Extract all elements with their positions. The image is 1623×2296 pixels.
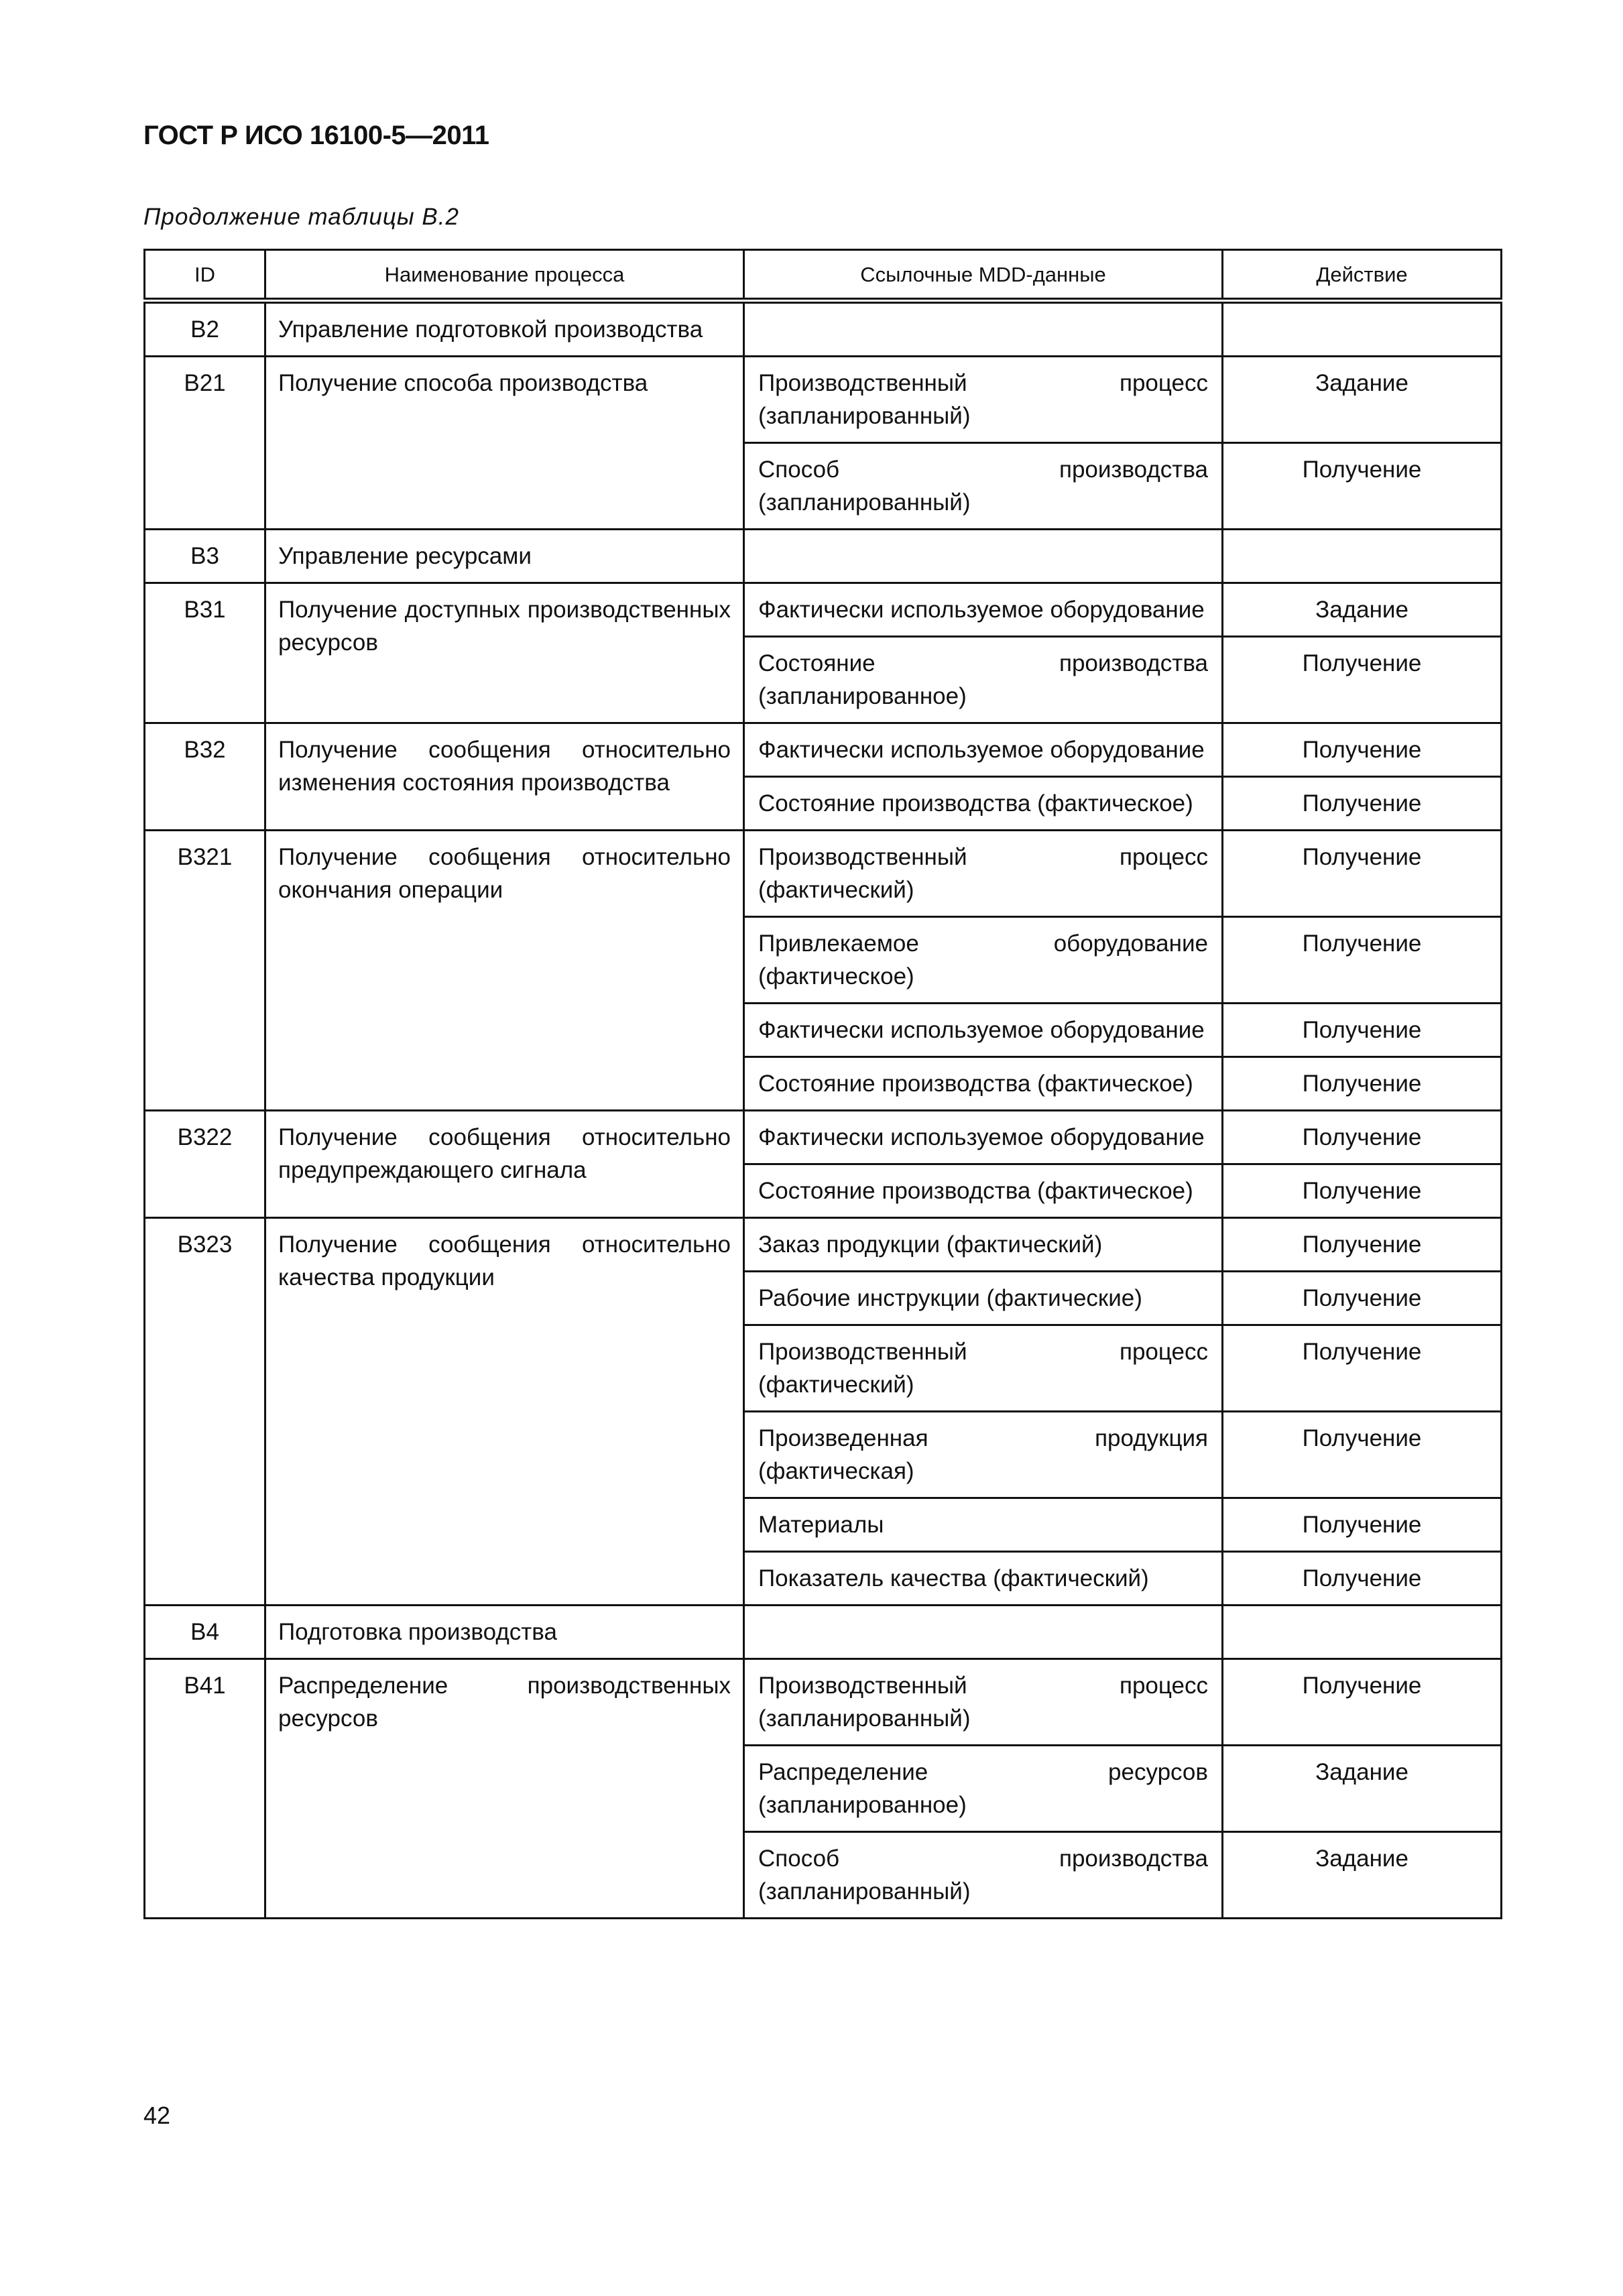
process-id-cell: В322 <box>145 1111 265 1218</box>
process-id-cell: В323 <box>145 1218 265 1606</box>
table-row <box>145 530 1502 583</box>
action-cell <box>1223 301 1502 357</box>
process-name-cell: Подготовка производства <box>265 1606 744 1659</box>
table-header <box>145 250 1502 301</box>
action-cell: Задание <box>1223 583 1502 637</box>
action-cell: Получение <box>1223 1218 1502 1272</box>
mdd-data-cell <box>744 1606 1223 1659</box>
mdd-data-cell: Производственный процесс (запланированный) <box>744 357 1223 443</box>
action-cell: Задание <box>1223 1746 1502 1832</box>
mdd-data-cell: Привлекаемое оборудование (фактическое) <box>744 917 1223 1004</box>
action-cell <box>1223 1606 1502 1659</box>
action-cell: Получение <box>1223 1412 1502 1498</box>
column-header-process-name: Наименование процесса <box>265 250 744 301</box>
action-cell: Получение <box>1223 637 1502 723</box>
page-number: 42 <box>143 2102 171 2129</box>
action-cell: Получение <box>1223 443 1502 530</box>
mdd-data-cell: Состояние производства (фактическое) <box>744 1057 1223 1111</box>
table-row <box>145 1606 1502 1659</box>
mdd-data-cell: Заказ продукции (фактический) <box>744 1218 1223 1272</box>
process-id-cell: В31 <box>145 583 265 723</box>
mdd-data-cell: Производственный процесс (фактический) <box>744 831 1223 917</box>
document-code: ГОСТ Р ИСО 16100-5—2011 <box>143 121 489 150</box>
process-name-cell: Получение сообщения относительно изменения состояния производства <box>265 723 744 831</box>
process-name-cell: Получение сообщения относительно качества продукции <box>265 1218 744 1606</box>
action-cell: Получение <box>1223 917 1502 1004</box>
mdd-data-cell: Фактически используемое оборудование <box>744 1111 1223 1164</box>
table-row <box>145 1659 1502 1746</box>
column-header-id: ID <box>145 250 265 301</box>
process-id-cell: В4 <box>145 1606 265 1659</box>
column-header-mdd-data: Ссылочные MDD-данные <box>744 250 1223 301</box>
action-cell: Получение <box>1223 723 1502 777</box>
process-name-cell: Получение способа производства <box>265 357 744 530</box>
action-cell: Получение <box>1223 1498 1502 1552</box>
action-cell: Получение <box>1223 1325 1502 1412</box>
table-body <box>145 301 1502 1919</box>
table-row <box>145 583 1502 637</box>
mdd-data-cell: Способ производства (запланированный) <box>744 443 1223 530</box>
action-cell: Задание <box>1223 357 1502 443</box>
mdd-data-cell: Состояние производства (фактическое) <box>744 1164 1223 1218</box>
process-name-cell: Управление подготовкой производства <box>265 301 744 357</box>
process-table <box>143 249 1502 1919</box>
process-name-cell: Получение сообщения относительно предупреждающего сигнала <box>265 1111 744 1218</box>
table-row <box>145 1111 1502 1164</box>
process-name-cell: Распределение производственных ресурсов <box>265 1659 744 1919</box>
mdd-data-cell <box>744 530 1223 583</box>
action-cell <box>1223 530 1502 583</box>
action-cell: Получение <box>1223 1272 1502 1325</box>
mdd-data-cell <box>744 301 1223 357</box>
mdd-data-cell: Производственный процесс (фактический) <box>744 1325 1223 1412</box>
mdd-data-cell: Фактически используемое оборудование <box>744 1004 1223 1057</box>
action-cell: Задание <box>1223 1832 1502 1919</box>
column-header-action: Действие <box>1223 250 1502 301</box>
mdd-data-cell: Состояние производства (запланированное) <box>744 637 1223 723</box>
table-row <box>145 723 1502 777</box>
mdd-data-cell: Способ производства (запланированный) <box>744 1832 1223 1919</box>
action-cell: Получение <box>1223 1552 1502 1606</box>
mdd-data-cell: Показатель качества (фактический) <box>744 1552 1223 1606</box>
mdd-data-cell: Распределение ресурсов (запланированное) <box>744 1746 1223 1832</box>
process-name-cell: Получение доступных производственных ресурсов <box>265 583 744 723</box>
action-cell: Получение <box>1223 1659 1502 1746</box>
process-name-cell: Управление ресурсами <box>265 530 744 583</box>
action-cell: Получение <box>1223 1004 1502 1057</box>
action-cell: Получение <box>1223 1057 1502 1111</box>
action-cell: Получение <box>1223 777 1502 831</box>
process-id-cell: В32 <box>145 723 265 831</box>
table-continuation-caption: Продолжение таблицы В.2 <box>143 204 459 230</box>
process-name-cell: Получение сообщения относительно окончания операции <box>265 831 744 1111</box>
table-row <box>145 1218 1502 1272</box>
process-id-cell: В41 <box>145 1659 265 1919</box>
mdd-data-cell: Произведенная продукция (фактическая) <box>744 1412 1223 1498</box>
process-id-cell: В321 <box>145 831 265 1111</box>
process-id-cell: В3 <box>145 530 265 583</box>
table-row <box>145 357 1502 443</box>
mdd-data-cell: Материалы <box>744 1498 1223 1552</box>
mdd-data-cell: Состояние производства (фактическое) <box>744 777 1223 831</box>
mdd-data-cell: Производственный процесс (запланированный) <box>744 1659 1223 1746</box>
table-row <box>145 301 1502 357</box>
process-id-cell: В21 <box>145 357 265 530</box>
mdd-data-cell: Рабочие инструкции (фактические) <box>744 1272 1223 1325</box>
table-row <box>145 831 1502 917</box>
process-id-cell: В2 <box>145 301 265 357</box>
action-cell: Получение <box>1223 831 1502 917</box>
action-cell: Получение <box>1223 1164 1502 1218</box>
mdd-data-cell: Фактически используемое оборудование <box>744 723 1223 777</box>
action-cell: Получение <box>1223 1111 1502 1164</box>
mdd-data-cell: Фактически используемое оборудование <box>744 583 1223 637</box>
